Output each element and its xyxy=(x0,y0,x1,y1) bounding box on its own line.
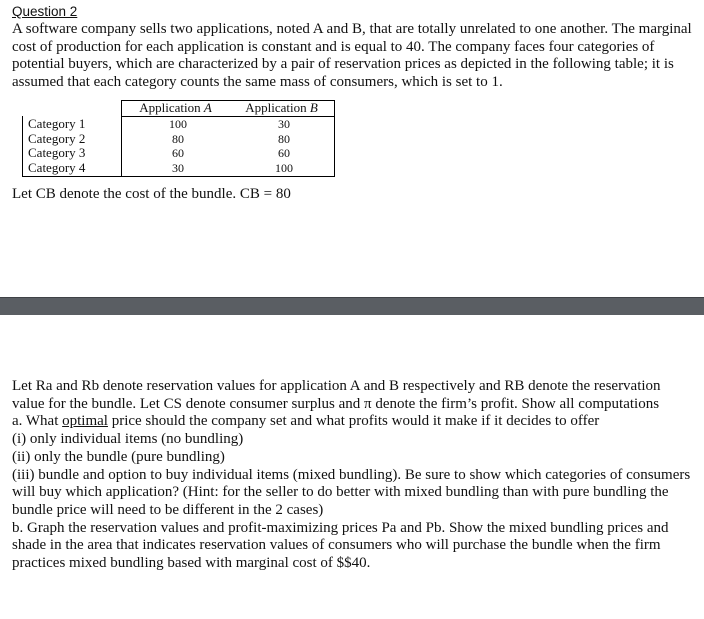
reservation-price-table xyxy=(22,100,335,177)
table-row xyxy=(23,146,335,161)
category-cell: Category 1 xyxy=(23,116,122,131)
app-b-value: 100 xyxy=(230,161,335,176)
table-header-blank xyxy=(23,101,122,117)
table-row xyxy=(23,116,335,131)
table-header-row xyxy=(23,101,335,117)
table-row xyxy=(23,132,335,147)
part-a-ii: (ii) only the bundle (pure bundling) xyxy=(12,448,225,465)
part-a-question xyxy=(12,413,696,431)
app-b-value: 30 xyxy=(230,116,335,131)
intro-paragraph: A software company sells two applications, noted A and B, that are totally unrelated to one another. The marginal cost of production for each application is constant and is equal to 40. The company faces four categories of potential buyers, which are characterized by a pair of reservation prices as depicted in the following table; it is assumed that each category counts the same mass of consumers, which is set to 1. xyxy=(12,21,692,91)
category-cell: Category 2 xyxy=(23,132,122,147)
part-b-question: b. Graph the reservation values and profit-maximizing prices Pa and Pb. Show the mixed bundling prices and shade in the area that indicates reservation values of consumers who will purchase the bundle when the firm practices mixed bundling based with marginal cost of $$40. xyxy=(12,519,669,572)
category-cell: Category 3 xyxy=(23,146,122,161)
part-a-i: (i) only individual items (no bundling) xyxy=(12,431,244,448)
app-a-value: 80 xyxy=(172,131,184,146)
question-parts xyxy=(12,378,696,573)
page-divider-bar xyxy=(0,297,704,315)
app-a-value: 100 xyxy=(169,116,187,131)
part-a-underlined-word: optimal xyxy=(62,413,108,430)
app-b-value: 60 xyxy=(230,146,335,161)
header-application-a xyxy=(121,101,230,117)
bundle-cost-line: Let CB denote the cost of the bundle. CB = 80 xyxy=(12,186,291,202)
category-cell: Category 4 xyxy=(23,161,122,176)
part-a-suffix: price should the company set and what profits would it make if it decides to offer xyxy=(107,413,600,430)
app-b-value: 80 xyxy=(230,132,335,147)
header-application-b xyxy=(230,101,335,117)
question-title: Question 2 xyxy=(12,4,78,19)
app-a-value: 30 xyxy=(121,161,230,176)
definitions-paragraph: Let Ra and Rb denote reservation values for application A and B respectively and RB denote the reservation value for the bundle. Let CS denote consumer surplus and π denote the firm’s profit. Show all computations xyxy=(12,378,661,412)
table-row xyxy=(23,161,335,176)
part-a-iii: (iii) bundle and option to buy individual items (mixed bundling). Be sure to show which categories of consumers will buy which application? (Hint: for the seller to do better with mixed bundling than with pure bundling the bundle price will need to be different in the 2 cases) xyxy=(12,466,691,518)
header-a-prefix: Application xyxy=(139,100,204,115)
header-b-letter: B xyxy=(309,100,318,115)
header-b-prefix: Application xyxy=(245,100,310,115)
part-a-prefix: a. What xyxy=(12,413,63,430)
header-a-letter: A xyxy=(203,100,212,115)
app-a-value: 60 xyxy=(172,146,184,161)
